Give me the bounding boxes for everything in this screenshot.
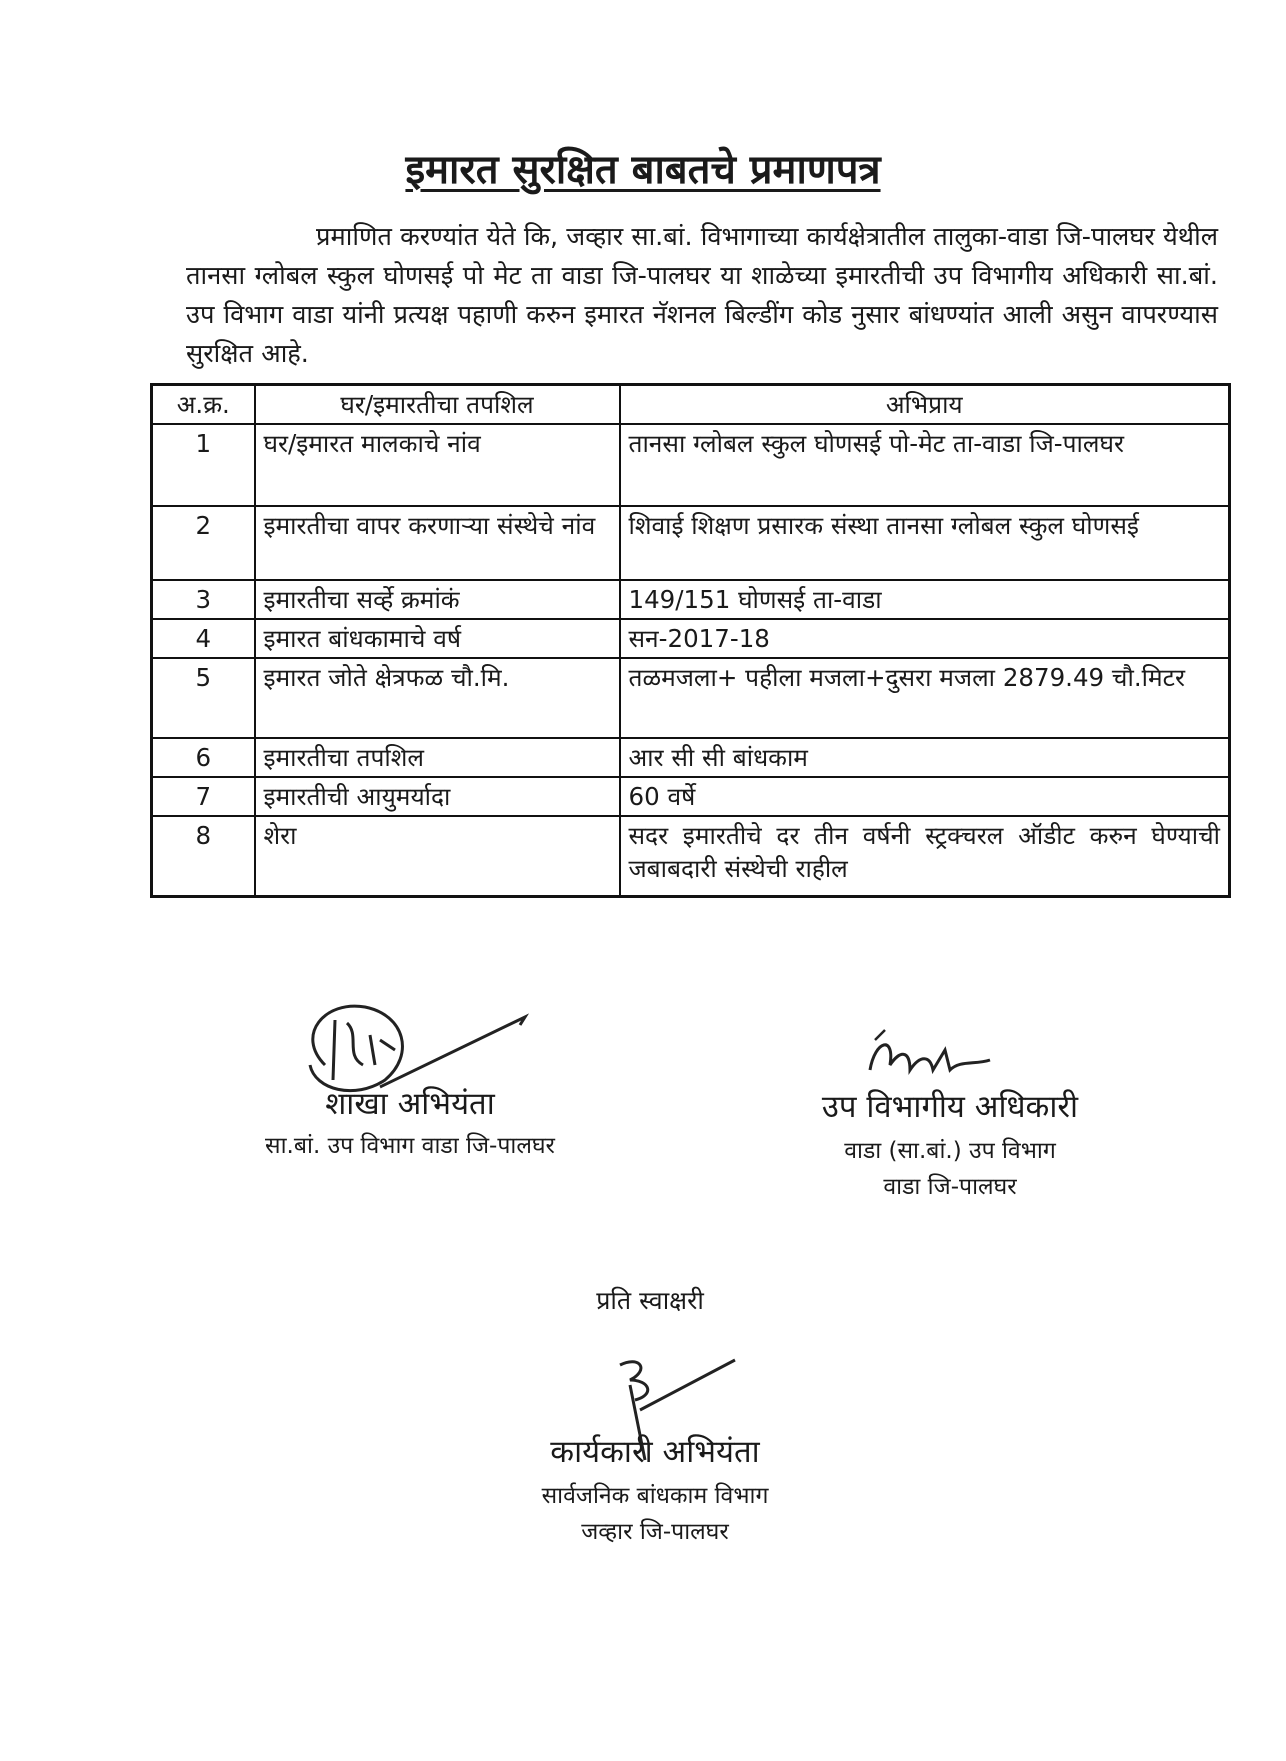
row-remark: सदर इमारतीचे दर तीन वर्षनी स्ट्रक्चरल ऑडीट करुन घेण्याची जबाबदारी संस्थेची राहील [620, 816, 1230, 896]
row-number: 4 [152, 619, 255, 658]
right-signature-scribble [855, 1020, 1005, 1090]
header-remark: अभिप्राय [620, 385, 1230, 425]
bottom-signature-block [470, 1430, 840, 1550]
table-row [152, 580, 1230, 619]
row-remark: 60 वर्षे [620, 777, 1230, 816]
building-details-table [150, 383, 1231, 898]
row-detail: घर/इमारत मालकाचे नांव [255, 424, 620, 506]
left-signatory-office: सा.बां. उप विभाग वाडा जि-पालघर [265, 1133, 555, 1159]
row-remark: तानसा ग्लोबल स्कुल घोणसई पो-मेट ता-वाडा जि-पालघर [620, 424, 1230, 506]
left-signature-block [200, 1082, 620, 1164]
table-row [152, 424, 1230, 506]
row-number: 6 [152, 738, 255, 777]
row-number: 8 [152, 816, 255, 896]
bottom-signatory-department: सार्वजनिक बांधकाम विभाग [541, 1483, 769, 1509]
row-number: 3 [152, 580, 255, 619]
row-detail: शेरा [255, 816, 620, 896]
row-remark: शिवाई शिक्षण प्रसारक संस्था तानसा ग्लोबल स्कुल घोणसई [620, 506, 1230, 580]
row-detail: इमारतीची आयुमर्यादा [255, 777, 620, 816]
page-title: इमारत सुरक्षित बाबतचे प्रमाणपत्र [405, 147, 881, 193]
right-signatory-location: वाडा जि-पालघर [883, 1174, 1017, 1200]
right-signatory-title: उप विभागीय अधिकारी [821, 1089, 1079, 1125]
table-row [152, 506, 1230, 580]
table-header-row [152, 385, 1230, 425]
table-row [152, 619, 1230, 658]
row-detail: इमारतीचा वापर करणाऱ्या संस्थेचे नांव [255, 506, 620, 580]
row-detail: इमारत बांधकामाचे वर्ष [255, 619, 620, 658]
bottom-signatory-title: कार्यकारी अभियंता [550, 1434, 760, 1470]
right-signature-block [780, 1085, 1120, 1205]
row-number: 1 [152, 424, 255, 506]
bottom-signatory-location: जव्हार जि-पालघर [581, 1519, 729, 1545]
row-remark: 149/151 घोणसई ता-वाडा [620, 580, 1230, 619]
row-number: 5 [152, 658, 255, 738]
header-serial-no: अ.क्र. [152, 385, 255, 425]
table-row [152, 738, 1230, 777]
countersign-label: प्रति स्वाक्षरी [596, 1286, 704, 1315]
row-number: 7 [152, 777, 255, 816]
right-signatory-office: वाडा (सा.बां.) उप विभाग [844, 1138, 1056, 1164]
header-building-detail: घर/इमारतीचा तपशिल [255, 385, 620, 425]
left-signatory-title: शाखा अभियंता [325, 1086, 495, 1122]
row-detail: इमारतीचा सर्व्हे क्रमांकं [255, 580, 620, 619]
row-remark: तळमजला+ पहीला मजला+दुसरा मजला 2879.49 चौ.मिटर [620, 658, 1230, 738]
row-remark: सन-2017-18 [620, 619, 1230, 658]
row-detail: इमारत जोते क्षेत्रफळ चौ.मि. [255, 658, 620, 738]
row-remark: आर सी सी बांधकाम [620, 738, 1230, 777]
certification-text: प्रमाणित करण्यांत येते कि, जव्हार सा.बां. विभागाच्या कार्यक्षेत्रातील तालुका-वाडा जि-पालघर येथील तानसा ग्लोबल स्कुल घोणसई पो मेट ता वाडा जि-पालघर या शाळेच्या इमारतीची उप विभागीय अधिकारी सा.बां. उप विभाग वाडा यांनी प्रत्यक्ष पहाणी करुन इमारत नॅशनल बिल्डींग कोड नुसार बांधण्यांत आली असुन वापरण्यास सुरक्षित आहे. [186, 222, 1218, 369]
row-number: 2 [152, 506, 255, 580]
table-row [152, 816, 1230, 896]
table-row [152, 658, 1230, 738]
table-row [152, 777, 1230, 816]
row-detail: इमारतीचा तपशिल [255, 738, 620, 777]
